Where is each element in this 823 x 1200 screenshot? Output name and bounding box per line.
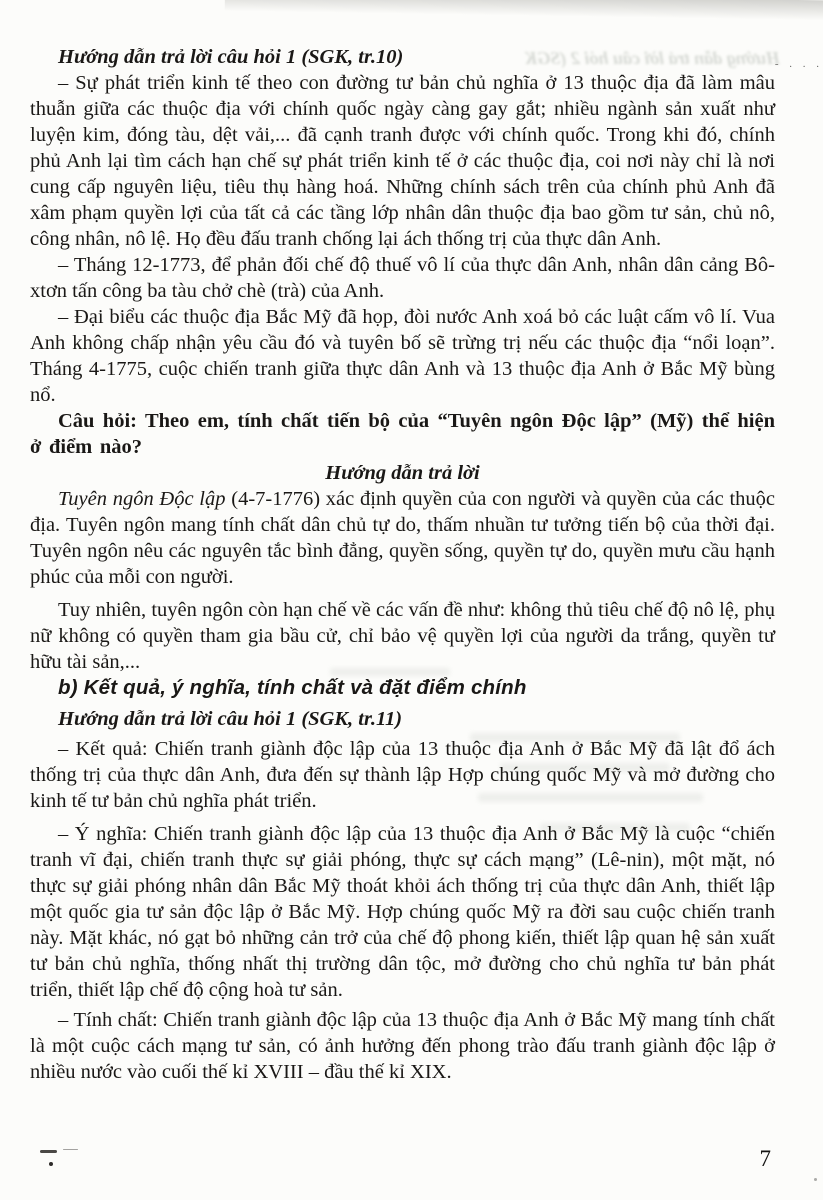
declaration-title: Tuyên ngôn Độc lập (58, 488, 226, 510)
paragraph-limitations: Tuy nhiên, tuyên ngôn còn hạn chế về các vấn đề như: không thủ tiêu chế độ nô lệ, phụ nữ không có quyền tham gia bầu cử, chỉ bảo vệ quyền lợi của người da trắng, quyền tư hữu tài sản,... (30, 599, 775, 673)
paragraph-economic-development: – Sự phát triển kinh tế theo con đường tư bản chủ nghĩa ở 13 thuộc địa đã làm mâu thuẫn giữa các thuộc địa với chính quốc ngày càng gay gắt; nhiều ngành sản xuất như luyện kim, đóng tàu, dệt vải,... đã cạnh tranh được với chính quốc. Trong khi đó, chính phủ Anh lại tìm cách hạn chế sự phát triển kinh tế ở các thuộc địa, coi nơi này chỉ là nơi cung cấp nguyên liệu, tiêu thụ hàng hoá. Những chính sách trên của chính phủ Anh đã xâm phạm quyền lợi của tất cả các tầng lớp nhân dân thuộc địa bao gồm tư sản, chủ nô, công nhân, nô lệ. Họ đều đấu tranh chống lại ách thống trị của thực dân Anh. (30, 72, 775, 250)
smudge-mark (40, 1150, 57, 1153)
scan-edge-shadow (225, 0, 823, 21)
edge-dots-mark: - . . . (774, 58, 823, 70)
guide-heading-sgk-tr11: Hướng dẫn trả lời câu hỏi 1 (SGK, tr.11) (58, 708, 403, 730)
page-content (30, 44, 775, 1085)
corner-speck (814, 1178, 817, 1181)
answer-guide-heading: Hướng dẫn trả lời (325, 462, 480, 484)
guide-heading-sgk-tr10: Hướng dẫn trả lời câu hỏi 1 (SGK, tr.10) (58, 46, 404, 68)
declaration-body: (4-7-1776) xác định quyền của con người và quyền của các thuộc địa. Tuyên ngôn mang tính chất dân chủ tự do, thấm nhuần tư tưởng tiến bộ của thời đại. Tuyên ngôn nêu các nguyên tắc bình đẳng, quyền sống, quyền tự do, quyền mưu cầu hạnh phúc của mỗi con người. (30, 488, 775, 588)
paragraph-congress-war: – Đại biểu các thuộc địa Bắc Mỹ đã họp, đòi nước Anh xoá bỏ các luật cấm vô lí. Vua Anh không chấp nhận yêu cầu đó và tuyên bố sẽ trừng trị nếu các thuộc địa “nổi loạn”. Tháng 4-1775, cuộc chiến tranh giữa thực dân Anh và 13 thuộc địa Anh ở Bắc Mỹ bùng nổ. (30, 306, 775, 406)
smudge-dot (49, 1162, 53, 1166)
page-number: 7 (759, 1146, 771, 1171)
ink-bleed-text: Hướng dẫn trả lời câu hỏi 2 (SGK (525, 48, 780, 68)
question-paragraph: Câu hỏi: Theo em, tính chất tiến bộ của “Tuyên ngôn Độc lập” (Mỹ) thể hiện ở điểm nào? (30, 410, 775, 458)
paragraph-boston-tea: – Tháng 12-1773, để phản đối chế độ thuế vô lí của thực dân Anh, nhân dân cảng Bô-xtơn tấn công ba tàu chở chè (trà) của Anh. (30, 254, 775, 302)
paragraph-declaration (30, 486, 775, 590)
paragraph-nature: – Tính chất: Chiến tranh giành độc lập của 13 thuộc địa Anh ở Bắc Mỹ mang tính chất là một cuộc cách mạng tư sản, có ảnh hưởng đến phong trào đấu tranh giành độc lập ở nhiều nước vào cuối thế kỉ XVIII – đầu thế kỉ XIX. (30, 1009, 775, 1083)
paragraph-meaning: – Ý nghĩa: Chiến tranh giành độc lập của 13 thuộc địa Anh ở Bắc Mỹ là cuộc “chiến tranh vĩ đại, chiến tranh thực sự giải phóng, thực sự cách mạng” (Lê-nin), một mặt, nó thực sự giải phóng nhân dân Bắc Mỹ thoát khỏi ách thống trị của thực dân Anh, thiết lập một quốc gia tư sản độc lập ở Bắc Mỹ. Hợp chúng quốc Mỹ ra đời sau cuộc chiến tranh này. Mặt khác, nó gạt bỏ những cản trở của chế độ phong kiến, thiết lập quan hệ sản xuất tư bản chủ nghĩa, thống nhất thị trường dân tộc, mở đường cho chủ nghĩa tư bản phát triển, thiết lập chế độ cộng hoà tư sản. (30, 823, 775, 1001)
paragraph-result: – Kết quả: Chiến tranh giành độc lập của 13 thuộc địa Anh ở Bắc Mỹ đã lật đổ ách thống trị của thực dân Anh, đưa đến sự thành lập Hợp chúng quốc Mỹ và mở đường cho kinh tế tư bản chủ nghĩa phát triển. (30, 738, 775, 812)
section-b-heading: b) Kết quả, ý nghĩa, tính chất và đặt điểm chính (58, 676, 527, 699)
